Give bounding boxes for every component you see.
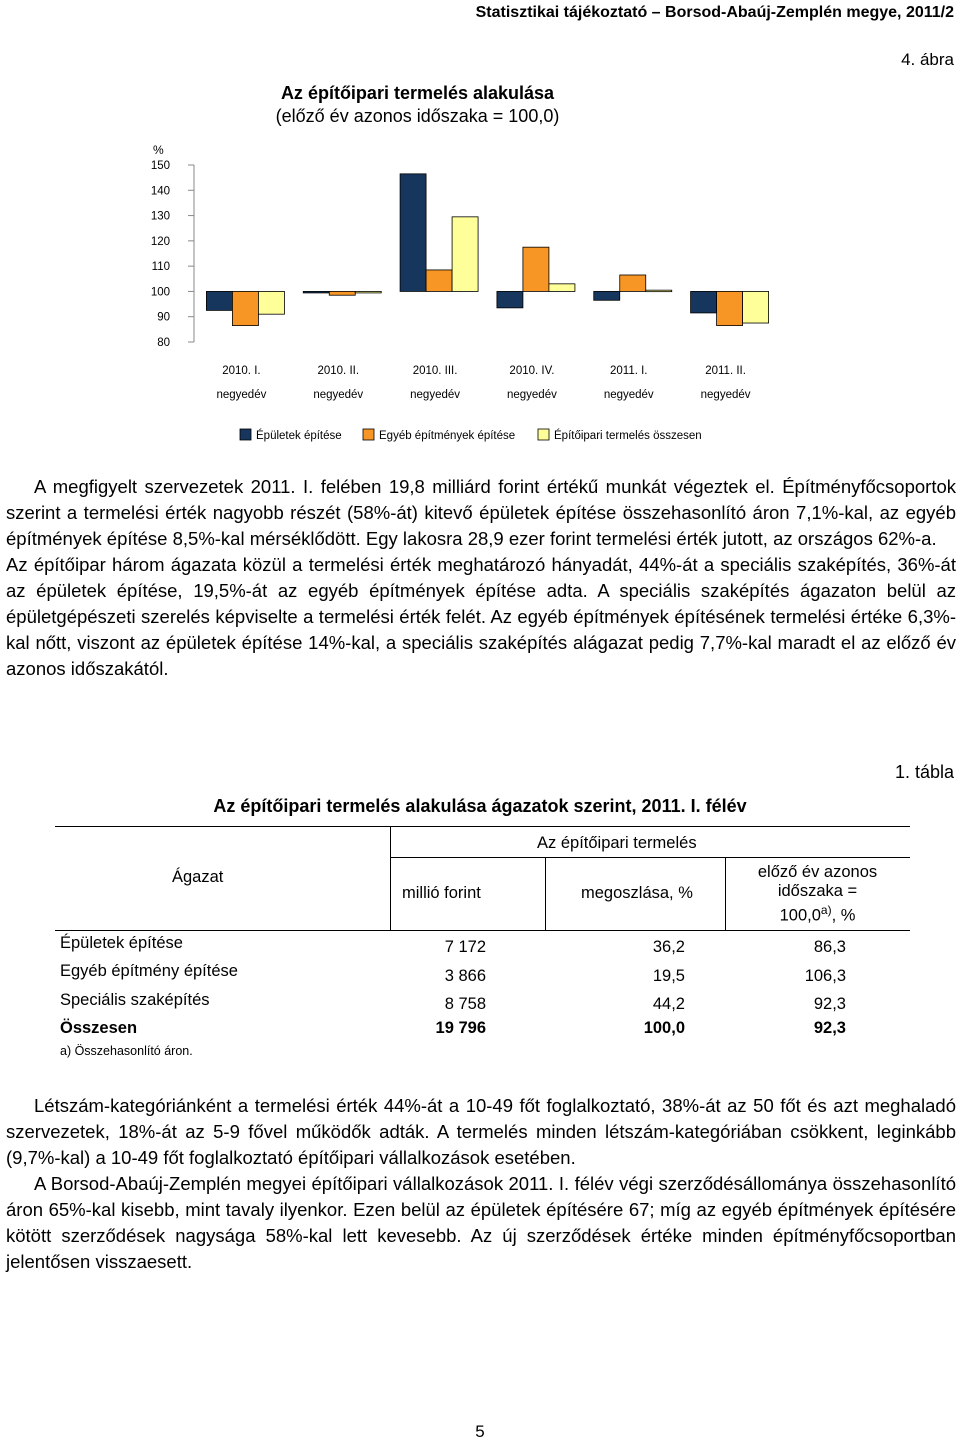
x-tick-label: 2011. II.	[705, 365, 746, 377]
col-header-share: megoszlása, %	[581, 884, 693, 902]
paragraph-block-1	[6, 474, 956, 682]
y-tick-label: 80	[157, 337, 170, 349]
table-footnote: a) Összehasonlító áron.	[60, 1044, 193, 1058]
col-header-prev-line: előző év azonos	[757, 863, 878, 881]
table-rule	[390, 857, 910, 858]
paragraph-block-2	[6, 1093, 956, 1275]
row-share: 36,2	[652, 938, 685, 956]
paragraph: A Borsod-Abaúj-Zemplén megyei építőipari vállalkozások 2011. I. félév végi szerződésállománya összehasonlító áron 65%-kal kisebb, mint tavaly ilyenkor. Ezen belül az épületek építésére 67; míg az egyéb építmények építésére kötött szerződések nagysága 58%-kal lett kevesebb. Az új szerződések értéke minden építményfőcsoportban jelentősen visszaesett.	[6, 1173, 956, 1272]
y-axis-unit: %	[153, 143, 164, 157]
x-tick-label: 2010. III.	[412, 365, 458, 377]
col-header-prev	[725, 863, 910, 926]
row-name: Egyéb építmény építése	[60, 962, 238, 980]
row-prev: 86,3	[813, 938, 846, 956]
bar-1	[206, 291, 232, 310]
table-rule	[55, 930, 910, 931]
x-tick-label: negyedév	[313, 389, 364, 401]
row-name: Speciális szaképítés	[60, 991, 210, 1009]
y-tick-label: 140	[150, 185, 170, 198]
chart-title-sub: (előző év azonos időszaka = 100,0)	[275, 106, 560, 126]
row-share: 19,5	[652, 967, 685, 985]
paragraph: A megfigyelt szervezetek 2011. I. felében 19,8 milliárd forint értékű munkát végeztek el. Építményfőcsoportok szerint a termelési érték nagyobb részét (58%-át) kitevő épületek építése összehasonlító áron 7,1%-kal, az egyéb építmények építése 8,5%-kal mérséklődött. Egy lakosra 28,9 ezer forint termelési érték jutott, az országos 62%-a.	[6, 476, 956, 549]
legend-label: Építőipari termelés összesen	[554, 430, 702, 442]
col-header-prev-line	[725, 901, 910, 926]
row-prev: 106,3	[804, 967, 846, 985]
paragraph: Létszám-kategóriánként a termelési érték 44%-át a 10-49 főt foglalkoztató, 38%-át az 50 főt és azt meghaladó szervezetek, 18%-át az 5-9 fővel működők adták. A termelés minden létszám-kategóriában csökkent, leginkább (9,7%-kal) a 10-49 főt foglalkoztató építőipari vállalkozások esetében.	[6, 1095, 956, 1168]
paragraph: Az építőipar három ágazata közül a termelési érték meghatározó hányadát, 44%-át a speciális szaképítés, 36%-át az épületek építése, 19,5%-át az egyéb építmények építése adta. A speciális szaképítés ágazaton belül az épületgépészeti szerelés képviselte a termelési érték felét. Az egyéb építmények építésének termelési értéke 6,3%-kal nőtt, viszont az épületek építése 14%-kal, a speciális szaképítés alágazat pedig 7,7%-kal maradt el az előző év azonos időszakától.	[6, 554, 956, 679]
legend-label: Egyéb építmények építése	[379, 430, 516, 442]
row-million: 19 796	[435, 1019, 486, 1037]
legend-swatch	[240, 429, 251, 440]
bar-2	[426, 270, 452, 291]
legend-swatch	[538, 429, 549, 440]
bar-chart	[140, 130, 790, 450]
y-tick-label: 120	[150, 235, 170, 248]
x-tick-label: negyedév	[603, 389, 654, 401]
x-tick-label: negyedév	[216, 389, 267, 401]
bar-3	[646, 290, 672, 292]
row-million: 7 172	[444, 938, 486, 956]
y-tick-label: 110	[151, 261, 170, 274]
y-tick-label: 130	[150, 210, 170, 223]
bar-1	[497, 291, 523, 307]
legend-swatch	[363, 429, 374, 440]
x-tick-label: 2011. I.	[609, 365, 648, 377]
bar-3	[452, 217, 478, 292]
table-number: 1. tábla	[894, 762, 954, 782]
chart-title	[205, 82, 630, 128]
row-name: Épületek építése	[60, 934, 183, 952]
row-prev: 92,3	[813, 1019, 846, 1037]
bar-1	[400, 174, 426, 292]
chart-title-main: Az építőipari termelés alakulása	[280, 83, 555, 103]
col-header-prev-value: 100,0	[779, 906, 821, 925]
legend-label: Épületek építése	[256, 430, 342, 442]
row-prev: 92,3	[813, 995, 846, 1013]
row-million: 8 758	[444, 995, 486, 1013]
x-tick-label: negyedév	[410, 389, 461, 401]
row-million: 3 866	[444, 967, 486, 985]
col-header-group: Az építőipari termelés	[537, 834, 697, 852]
bar-1	[691, 291, 717, 312]
bar-3	[258, 291, 284, 314]
table-title: Az építőipari termelés alakulása ágazatok szerint, 2011. I. félév	[213, 796, 747, 816]
row-name: Összesen	[60, 1019, 138, 1037]
bar-3	[743, 291, 769, 323]
col-header-prev-unit: , %	[831, 906, 856, 925]
y-tick-label: 100	[150, 286, 170, 299]
bar-2	[620, 275, 646, 291]
bar-3	[549, 284, 575, 292]
y-tick-label: 150	[150, 160, 170, 172]
bar-1	[303, 291, 329, 293]
table-rule	[55, 826, 910, 827]
bar-1	[594, 291, 620, 300]
bar-2	[523, 247, 549, 291]
row-share: 100,0	[643, 1019, 685, 1037]
y-tick-label: 90	[157, 311, 170, 324]
col-header-agazat: Ágazat	[172, 868, 224, 886]
footnote-marker: a)	[820, 903, 832, 917]
bar-2	[717, 291, 743, 325]
table-divider	[545, 857, 546, 930]
x-tick-label: 2010. I.	[222, 365, 261, 377]
x-tick-label: negyedév	[700, 389, 751, 401]
row-share: 44,2	[652, 995, 685, 1013]
table-divider	[390, 826, 391, 930]
page-header: Statisztikai tájékoztató – Borsod-Abaúj-Zemplén megye, 2011/2	[475, 4, 954, 21]
figure-label: 4. ábra	[901, 50, 954, 69]
bar-2	[232, 291, 258, 325]
page-number: 5	[475, 1422, 485, 1441]
x-tick-label: negyedév	[506, 389, 557, 401]
bar-2	[329, 291, 355, 295]
x-tick-label: 2010. IV.	[509, 365, 555, 377]
bar-3	[355, 291, 381, 293]
x-tick-label: 2010. II.	[317, 365, 360, 377]
col-header-million: millió forint	[402, 884, 481, 902]
col-header-prev-line: időszaka =	[777, 882, 858, 900]
